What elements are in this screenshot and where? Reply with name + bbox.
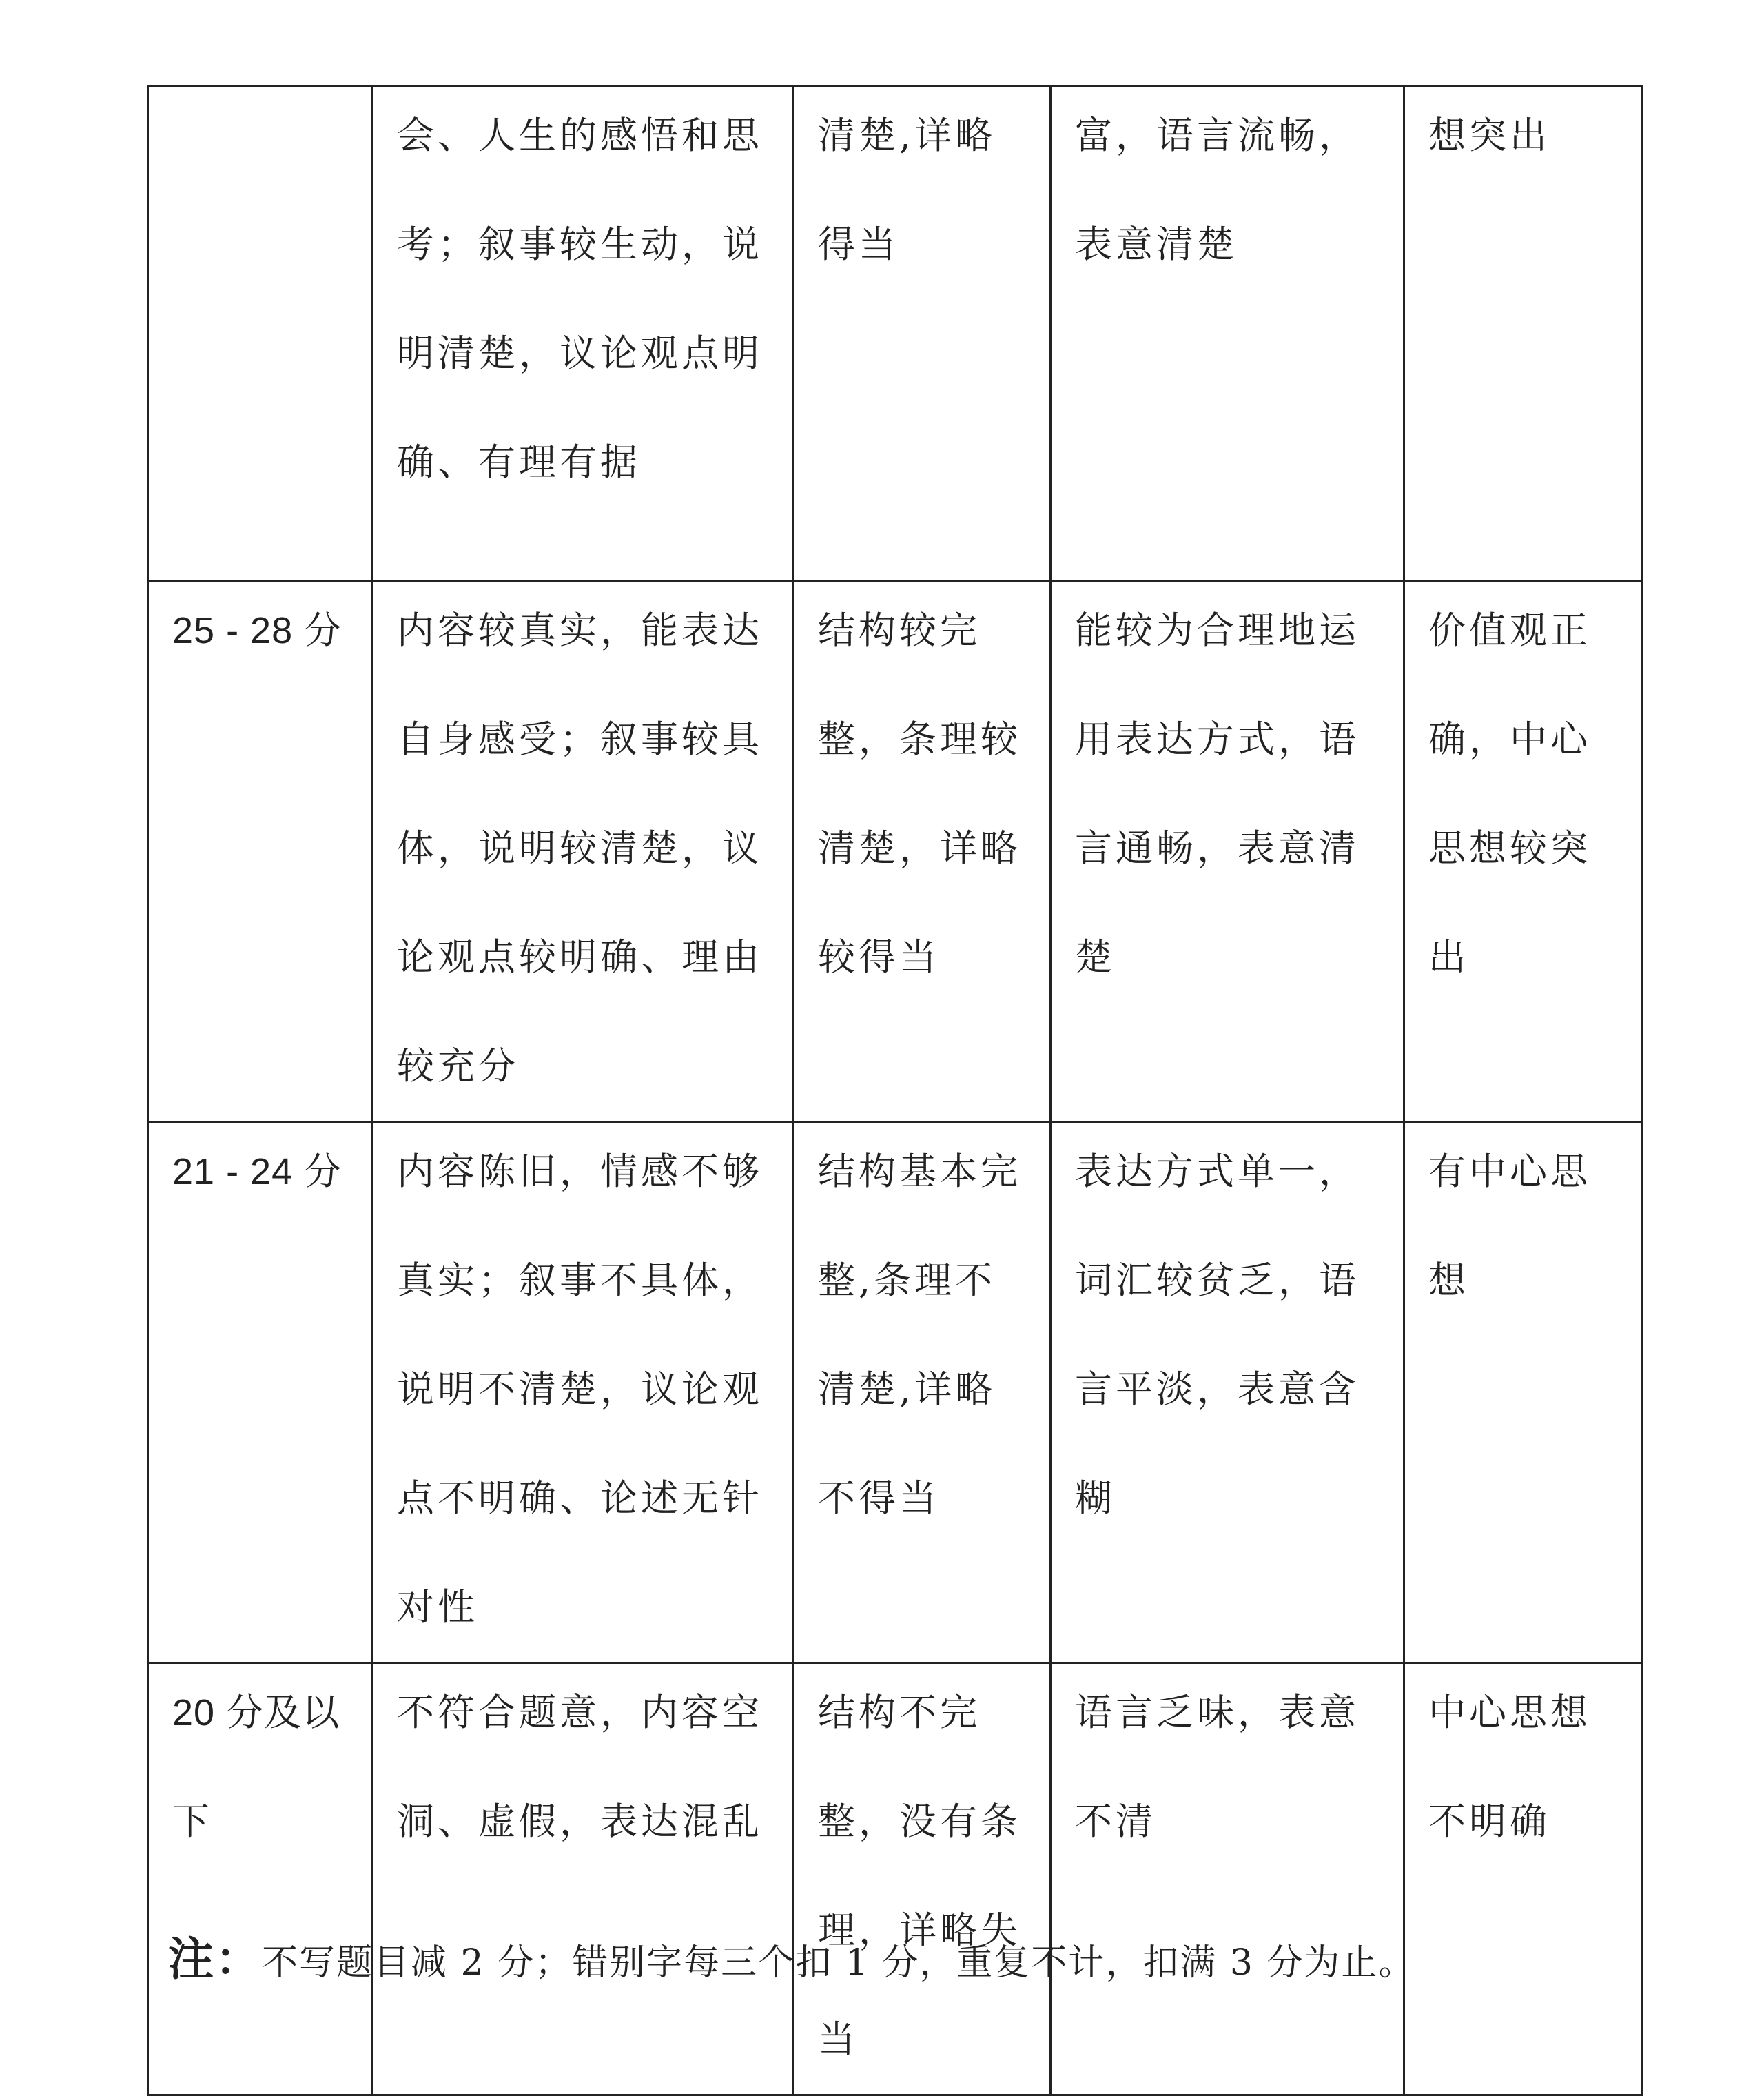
- footnote-text: 不写题目减 2 分；错别字每三个扣 1 分，重复不计，扣满 3 分为止。: [262, 1942, 1416, 1984]
- footnote: [168, 1931, 1415, 1991]
- structure-cell: [794, 86, 1051, 581]
- expression-cell: [1051, 581, 1404, 1122]
- expression-text: 能较为合理地运用表达方式，语言通畅，表意清楚: [1075, 609, 1360, 979]
- theme-cell: [1404, 86, 1642, 581]
- footnote-label: 注：: [168, 1932, 262, 1986]
- expression-cell: [1051, 1122, 1404, 1663]
- table-row: [148, 1122, 1642, 1663]
- expression-cell: [1051, 1663, 1404, 2095]
- structure-cell: [794, 581, 1051, 1122]
- score-text: 20 分及以下: [172, 1692, 340, 1842]
- content-text: 不符合题意，内容空洞、虚假，表达混乱: [397, 1691, 763, 1843]
- content-cell: [373, 86, 794, 581]
- content-cell: [373, 1663, 794, 2095]
- theme-text: 价值观正确，中心思想较突出: [1428, 609, 1591, 979]
- theme-text: 想突出: [1428, 114, 1550, 157]
- score-cell: [148, 1122, 373, 1663]
- structure-text: 结构不完整，没有条理，详略失当: [818, 1691, 1021, 2061]
- table-row: [148, 1663, 1642, 2095]
- structure-cell: [794, 1663, 1051, 2095]
- expression-text: 表达方式单一，词汇较贫乏，语言平淡，表意含糊: [1075, 1150, 1360, 1520]
- expression-text: 富，语言流畅，表意清楚: [1075, 114, 1360, 266]
- content-cell: [373, 581, 794, 1122]
- scoring-rubric-table: [147, 85, 1643, 2096]
- score-cell: [148, 581, 373, 1122]
- content-text: 内容陈旧，情感不够真实；叙事不具体，说明不清楚，议论观点不明确、论述无针对性: [397, 1150, 763, 1629]
- structure-cell: [794, 1122, 1051, 1663]
- score-text: 21 - 24 分: [172, 1151, 342, 1192]
- table-row: [148, 86, 1642, 581]
- score-cell: [148, 86, 373, 581]
- expression-text: 语言乏味，表意不清: [1075, 1691, 1360, 1843]
- theme-text: 有中心思想: [1428, 1150, 1591, 1302]
- score-text: 25 - 28 分: [172, 610, 342, 651]
- structure-text: 结构较完整，条理较清楚，详略较得当: [818, 609, 1021, 979]
- content-text: 内容较真实，能表达自身感受；叙事较具体，说明较清楚，议论观点较明确、理由较充分: [397, 609, 763, 1088]
- structure-text: 结构基本完整,条理不清楚,详略不得当: [818, 1150, 1021, 1520]
- content-text: 会、人生的感悟和思考；叙事较生动，说明清楚，议论观点明确、有理有据: [397, 114, 763, 484]
- theme-cell: [1404, 1663, 1642, 2095]
- table-row: [148, 581, 1642, 1122]
- theme-cell: [1404, 1122, 1642, 1663]
- structure-text: 清楚,详略得当: [818, 114, 996, 266]
- theme-cell: [1404, 581, 1642, 1122]
- content-cell: [373, 1122, 794, 1663]
- score-cell: [148, 1663, 373, 2095]
- expression-cell: [1051, 86, 1404, 581]
- theme-text: 中心思想不明确: [1428, 1691, 1591, 1843]
